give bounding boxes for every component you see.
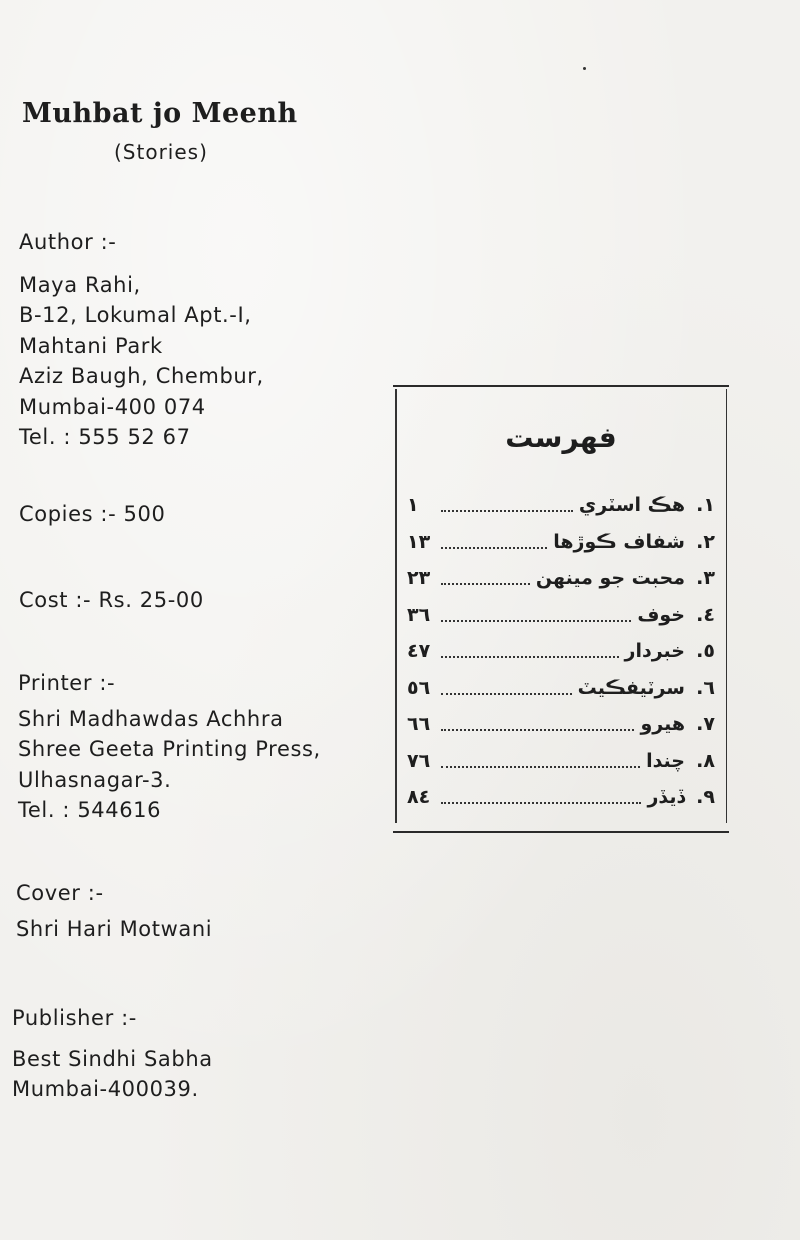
contents-item (407, 487, 715, 524)
contents-item-page: ٤٧ (407, 640, 431, 663)
contents-item-number: ٧. (696, 713, 715, 736)
leader-dots (441, 583, 530, 585)
contents-item-page: ١٣ (407, 530, 431, 553)
author-label: Author :- (19, 230, 117, 254)
contents-item (407, 779, 715, 816)
cover-block (16, 878, 212, 944)
contents-item-number: ١. (696, 494, 715, 517)
printer-line: Shree Geeta Printing Press, (18, 737, 321, 761)
printer-block (18, 668, 321, 826)
contents-item (407, 706, 715, 743)
publisher-line: Mumbai-400039. (12, 1077, 199, 1101)
contents-item-number: ٨. (696, 749, 715, 772)
contents-item-title: ڏيڏر (647, 786, 685, 809)
contents-item-number: ٥. (696, 640, 715, 663)
leader-dots (441, 656, 619, 658)
author-name: Maya Rahi, (19, 272, 141, 297)
contents-item-title: هڪ اسٽري (578, 494, 685, 517)
contents-item-number: ٤. (696, 603, 715, 626)
leader-dots (441, 766, 640, 768)
leader-dots (441, 729, 634, 731)
leader-dots (441, 693, 572, 695)
leader-dots (441, 510, 573, 512)
leader-dots (441, 802, 641, 804)
contents-item-page: ٣٦ (407, 603, 431, 626)
publisher-block (12, 1003, 213, 1105)
cover-name: Shri Hari Motwani (16, 916, 213, 941)
contents-border-left (395, 389, 397, 823)
contents-item-title: چندا (646, 749, 685, 772)
printer-line: Shri Madhawdas Achhra (18, 706, 284, 731)
contents-item (407, 560, 715, 597)
author-address-line: Aziz Baugh, Chembur, (19, 364, 264, 388)
contents-item-page: ٨٤ (407, 786, 431, 809)
contents-item-page: ٥٦ (407, 676, 431, 699)
leader-dots (441, 620, 631, 622)
author-address-line: Mumbai-400 074 (19, 394, 206, 419)
copies-line: Copies :- 500 (19, 502, 166, 526)
contents-item-number: ٢. (696, 530, 715, 553)
cost-line: Cost :- Rs. 25-00 (19, 588, 204, 612)
printer-label: Printer :- (18, 671, 116, 695)
contents-item-title: هيرو (640, 713, 685, 736)
author-tel: Tel. : 555 52 67 (19, 425, 191, 449)
contents-item-title: محبت جو مينهن (535, 567, 685, 590)
contents-item (407, 597, 715, 634)
contents-item (407, 633, 715, 670)
printer-line: Ulhasnagar-3. (18, 767, 172, 792)
contents-item-page: ٦٦ (407, 713, 431, 736)
contents-heading: فهرست (505, 421, 617, 454)
contents-item-page: ٢٣ (407, 567, 431, 590)
contents-item-number: ٣. (696, 567, 715, 590)
contents-item-number: ٦. (696, 676, 715, 699)
cover-label: Cover :- (16, 881, 104, 905)
contents-item (407, 524, 715, 561)
contents-item-number: ٩. (696, 786, 715, 809)
contents-item-title: خوف (637, 603, 685, 626)
leader-dots (441, 547, 547, 549)
contents-border-right (726, 389, 728, 823)
author-address-line: B-12, Lokumal Apt.-I, (19, 303, 252, 327)
contents-item-title: سرٽيفڪيٽ (577, 676, 685, 699)
contents-item-title: شفاف ڪوڙها (553, 530, 685, 553)
author-block (19, 227, 264, 453)
publisher-line: Best Sindhi Sabha (12, 1046, 213, 1071)
contents-item-page: ٧٦ (407, 749, 431, 772)
contents-item (407, 670, 715, 707)
contents-item (407, 743, 715, 780)
contents-item-page: ١ (407, 494, 419, 517)
contents-box (393, 385, 729, 833)
contents-item-title: خبردار (624, 640, 685, 663)
book-subtitle: (Stories) (114, 140, 208, 164)
ink-speck (583, 67, 586, 70)
printer-line: Tel. : 544616 (18, 798, 162, 822)
book-title: Muhbat jo Meenh (22, 98, 298, 129)
contents-list (407, 487, 715, 816)
author-address-line: Mahtani Park (19, 333, 163, 358)
publisher-label: Publisher :- (12, 1006, 137, 1030)
